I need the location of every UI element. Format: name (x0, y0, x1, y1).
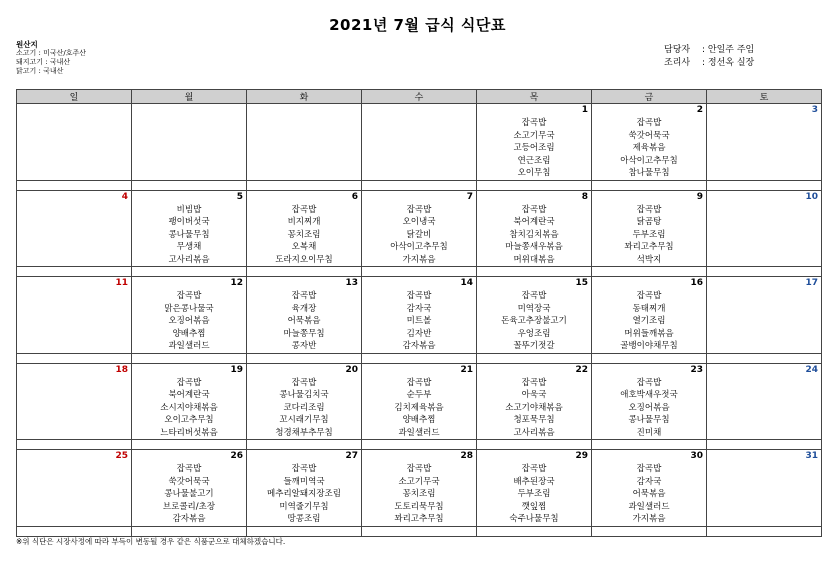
menu-item: 꼴뚜기젓갈 (513, 341, 555, 351)
menu-list (592, 204, 706, 267)
menu-item: 고사리볶음 (168, 254, 210, 265)
menu-list (362, 204, 476, 267)
day-cell-sat (707, 190, 822, 267)
menu-item: 꽈리고추무침 (394, 514, 444, 524)
menu-item: 잡곡밥 (636, 204, 662, 215)
meal-calendar (16, 89, 822, 537)
menu-item: 동태찌개 (632, 303, 666, 314)
week-row (17, 190, 822, 267)
menu-item: 감자볶음 (402, 341, 436, 351)
spacer-row (17, 353, 822, 363)
menu-item: 두부조림 (517, 489, 551, 499)
spacer-cell (362, 353, 477, 363)
menu-item: 참치김치볶음 (509, 229, 559, 240)
staff-value: : 안일주 주임 (702, 45, 755, 55)
menu-item: 잡곡밥 (521, 204, 547, 215)
origin-line: 소고기 : 미국산/호주산 (16, 49, 87, 57)
day-cell-wed (362, 363, 477, 440)
spacer-cell (707, 526, 822, 536)
weekday-thu: 목 (477, 90, 592, 104)
menu-item: 잡곡밥 (291, 464, 317, 474)
menu-item: 콩나물무침 (628, 415, 670, 425)
day-number: 25 (115, 451, 128, 461)
menu-item: 무생채 (176, 242, 202, 252)
menu-item: 브로콜리/초장 (162, 501, 216, 512)
page-title: 2021년 7월 급식 식단표 (329, 16, 506, 34)
menu-item: 청포묵무침 (513, 415, 555, 425)
menu-item: 우엉조림 (517, 328, 551, 339)
spacer-cell (707, 267, 822, 277)
day-cell-wed (362, 450, 477, 527)
day-number: 7 (466, 191, 473, 202)
week-row (17, 104, 822, 181)
day-cell-sun (17, 104, 132, 181)
menu-item: 석박지 (636, 254, 662, 265)
menu-item: 잡곡밥 (176, 377, 202, 388)
day-cell-sun (17, 190, 132, 267)
weekday-wed: 수 (362, 90, 477, 104)
spacer-cell (477, 180, 592, 190)
spacer-row (17, 267, 822, 277)
menu-item: 콩자반 (291, 341, 317, 351)
origin-info (16, 40, 86, 76)
menu-item: 과일샐러드 (398, 427, 440, 438)
spacer-cell (592, 526, 707, 536)
menu-item: 맑은콩나물국 (164, 303, 214, 314)
day-cell-tue (247, 277, 362, 354)
week-row (17, 277, 822, 354)
spacer-cell (592, 440, 707, 450)
day-number: 15 (575, 278, 588, 288)
menu-item: 꽈리고추무침 (624, 242, 674, 252)
day-number: 26 (230, 451, 243, 461)
menu-list (592, 463, 706, 526)
weekday-sat: 토 (707, 90, 822, 104)
day-cell-sat (707, 277, 822, 354)
menu-item: 가지볶음 (402, 254, 436, 265)
day-number: 24 (805, 364, 818, 375)
day-cell-thu (477, 104, 592, 181)
menu-item: 진미채 (636, 427, 662, 438)
day-number: 17 (805, 278, 818, 288)
menu-item: 소고기무국 (513, 130, 555, 141)
origin-line: 닭고기 : 국내산 (16, 67, 64, 75)
staff-manager (664, 44, 754, 57)
weekday-sun: 일 (17, 90, 132, 104)
day-cell-tue (247, 450, 362, 527)
menu-item: 콩나물김치국 (279, 390, 329, 400)
day-cell-sun (17, 277, 132, 354)
day-number: 5 (236, 191, 243, 202)
week-row (17, 450, 822, 527)
menu-item: 아욱국 (521, 390, 547, 400)
menu-item: 연근조림 (517, 155, 551, 166)
menu-item: 닭곰탕 (636, 217, 662, 227)
staff-label: 담당자 (664, 45, 691, 55)
day-number: 1 (581, 105, 588, 115)
menu-item: 잡곡밥 (521, 464, 547, 474)
menu-item: 오복채 (291, 242, 317, 252)
day-number: 22 (575, 364, 588, 375)
menu-item: 북어계란국 (168, 390, 210, 400)
menu-item: 오징어볶음 (628, 402, 670, 413)
menu-item: 땅콩조림 (287, 514, 321, 524)
menu-item: 쑥갓어묵국 (628, 130, 670, 141)
menu-item: 잡곡밥 (406, 204, 432, 215)
menu-item: 비지찌개 (287, 217, 321, 227)
spacer-row (17, 526, 822, 536)
spacer-cell (132, 267, 247, 277)
menu-item: 쑥갓어묵국 (168, 476, 210, 487)
menu-item: 잡곡밥 (636, 118, 662, 128)
spacer-cell (17, 440, 132, 450)
menu-list (132, 290, 246, 353)
week-row (17, 363, 822, 440)
day-number: 3 (811, 105, 818, 115)
day-cell-wed (362, 277, 477, 354)
menu-list (362, 290, 476, 353)
footnote: ※위 식단은 시장사정에 따라 부득이 변동될 경우 같은 식품군으로 대체하겠습니다. (16, 537, 286, 546)
menu-item: 숙주나물무침 (509, 514, 559, 524)
origin-heading: 원산지 (16, 40, 38, 49)
menu-item: 미역장국 (517, 303, 551, 314)
menu-list (592, 117, 706, 180)
menu-list (362, 463, 476, 526)
weekday-fri: 금 (592, 90, 707, 104)
menu-item: 잡곡밥 (521, 377, 547, 388)
staff-cook (664, 57, 754, 70)
weekday-header-row (17, 90, 822, 104)
day-cell-mon (132, 190, 247, 267)
menu-item: 메추리알돼지장조림 (267, 489, 341, 499)
menu-list (477, 463, 591, 526)
day-cell-fri (592, 363, 707, 440)
spacer-cell (247, 440, 362, 450)
day-cell-tue (247, 104, 362, 181)
menu-item: 잡곡밥 (176, 464, 202, 474)
menu-item: 잡곡밥 (636, 377, 662, 388)
day-number: 31 (805, 451, 818, 461)
day-cell-thu (477, 277, 592, 354)
menu-item: 잡곡밥 (406, 291, 432, 301)
menu-item: 콩나물무침 (168, 229, 210, 240)
menu-item: 과일샐러드 (168, 341, 210, 351)
day-number: 19 (230, 364, 243, 375)
menu-item: 고등어조림 (513, 143, 555, 153)
menu-item: 오이무침 (517, 168, 551, 178)
menu-item: 잡곡밥 (636, 464, 662, 474)
spacer-cell (707, 440, 822, 450)
day-number: 18 (115, 364, 128, 375)
menu-item: 오징어볶음 (168, 316, 210, 326)
menu-item: 청경채부추무침 (275, 427, 333, 438)
spacer-cell (17, 353, 132, 363)
menu-item: 애호박새우젓국 (620, 390, 678, 400)
day-cell-mon (132, 104, 247, 181)
menu-item: 가지볶음 (632, 514, 666, 524)
menu-list (247, 377, 361, 440)
day-cell-fri (592, 450, 707, 527)
day-cell-thu (477, 363, 592, 440)
spacer-cell (362, 440, 477, 450)
spacer-cell (707, 180, 822, 190)
menu-item: 오이고추무침 (164, 415, 214, 425)
menu-item: 양배추찜 (402, 415, 436, 425)
day-cell-tue (247, 190, 362, 267)
day-cell-mon (132, 450, 247, 527)
menu-item: 꽁치조림 (402, 489, 436, 499)
menu-item: 감자볶음 (172, 514, 206, 524)
menu-item: 잡곡밥 (176, 291, 202, 301)
day-cell-sat (707, 363, 822, 440)
spacer-cell (362, 526, 477, 536)
menu-item: 소고기야채볶음 (505, 402, 563, 413)
menu-item: 꽁치조림 (287, 229, 321, 240)
day-cell-thu (477, 450, 592, 527)
day-number: 16 (690, 278, 703, 288)
menu-list (592, 290, 706, 353)
spacer-row (17, 180, 822, 190)
menu-item: 육개장 (291, 303, 317, 314)
menu-list (132, 204, 246, 267)
weekday-tue: 화 (247, 90, 362, 104)
menu-list (247, 463, 361, 526)
menu-item: 아삭이고추무침 (620, 155, 678, 166)
day-number: 23 (690, 364, 703, 375)
day-number: 29 (575, 451, 588, 461)
menu-item: 과일샐러드 (628, 501, 670, 512)
day-cell-mon (132, 363, 247, 440)
day-number: 13 (345, 278, 358, 288)
spacer-cell (592, 353, 707, 363)
day-number: 20 (345, 364, 358, 375)
menu-item: 순두부 (406, 390, 432, 400)
day-cell-wed (362, 190, 477, 267)
menu-item: 도라지오이무침 (275, 254, 333, 265)
staff-value: : 정선옥 실장 (702, 58, 755, 68)
spacer-cell (477, 353, 592, 363)
staff-label: 조리사 (664, 58, 691, 68)
spacer-cell (132, 353, 247, 363)
menu-list (132, 377, 246, 440)
menu-item: 팽이버섯국 (168, 217, 210, 227)
day-number: 21 (460, 364, 473, 375)
menu-item: 머위들깨볶음 (624, 328, 674, 339)
menu-item: 미역줄기무침 (279, 501, 329, 512)
spacer-row (17, 440, 822, 450)
menu-item: 꼬시래기무침 (279, 415, 329, 425)
day-cell-sun (17, 363, 132, 440)
weekday-mon: 월 (132, 90, 247, 104)
spacer-cell (362, 267, 477, 277)
menu-list (477, 117, 591, 180)
menu-item: 골뱅이야채무침 (620, 341, 678, 351)
menu-item: 고사리볶음 (513, 427, 555, 438)
day-number: 30 (690, 451, 703, 461)
menu-item: 마늘쫑새우볶음 (505, 242, 563, 252)
menu-item: 잡곡밥 (406, 464, 432, 474)
menu-item: 잡곡밥 (291, 291, 317, 301)
spacer-cell (132, 180, 247, 190)
menu-item: 잡곡밥 (521, 118, 547, 128)
spacer-cell (477, 440, 592, 450)
spacer-cell (132, 440, 247, 450)
menu-item: 돈육고추장불고기 (501, 316, 567, 326)
menu-item: 오이냉국 (402, 217, 436, 227)
day-number: 28 (460, 451, 473, 461)
day-number: 9 (696, 191, 703, 202)
menu-item: 소시지야채볶음 (160, 402, 218, 413)
spacer-cell (247, 180, 362, 190)
menu-list (247, 290, 361, 353)
staff-info (664, 44, 754, 70)
spacer-cell (17, 526, 132, 536)
day-cell-sun (17, 450, 132, 527)
menu-item: 깻잎찜 (521, 501, 547, 512)
menu-item: 아삭이고추무침 (390, 242, 448, 252)
menu-item: 양배추찜 (172, 328, 206, 339)
day-number: 14 (460, 278, 473, 288)
menu-item: 느타리버섯볶음 (160, 427, 218, 438)
spacer-cell (707, 353, 822, 363)
menu-item: 잡곡밥 (291, 377, 317, 388)
menu-item: 비빔밥 (176, 204, 202, 215)
menu-item: 두부조림 (632, 229, 666, 240)
day-cell-fri (592, 277, 707, 354)
menu-item: 참나물무침 (628, 168, 670, 178)
day-number: 8 (581, 191, 588, 202)
day-cell-thu (477, 190, 592, 267)
day-number: 12 (230, 278, 243, 288)
menu-item: 마늘쫑무침 (283, 328, 325, 339)
day-number: 4 (121, 191, 128, 202)
menu-list (477, 290, 591, 353)
spacer-cell (477, 526, 592, 536)
spacer-cell (17, 267, 132, 277)
menu-list (477, 377, 591, 440)
menu-list (247, 204, 361, 267)
origin-line: 돼지고기 : 국내산 (16, 58, 71, 66)
menu-item: 열기조림 (632, 316, 666, 326)
menu-list (132, 463, 246, 526)
menu-list (362, 377, 476, 440)
menu-item: 콩나물불고기 (164, 489, 214, 499)
menu-list (477, 204, 591, 267)
menu-item: 도토리묵무침 (394, 501, 444, 512)
day-cell-mon (132, 277, 247, 354)
spacer-cell (362, 180, 477, 190)
day-number: 27 (345, 451, 358, 461)
spacer-cell (592, 267, 707, 277)
menu-item: 들깨미역국 (283, 476, 325, 487)
menu-item: 감자국 (406, 303, 432, 314)
day-cell-sat (707, 450, 822, 527)
menu-item: 어묵볶음 (287, 316, 321, 326)
day-cell-fri (592, 190, 707, 267)
menu-item: 어묵볶음 (632, 489, 666, 499)
menu-item: 배추된장국 (513, 476, 555, 487)
spacer-cell (247, 267, 362, 277)
menu-item: 미트볼 (406, 316, 432, 326)
menu-item: 잡곡밥 (636, 291, 662, 301)
menu-item: 코다리조림 (283, 402, 325, 413)
day-number: 6 (351, 191, 358, 202)
menu-item: 북어계란국 (513, 217, 555, 227)
spacer-cell (247, 353, 362, 363)
menu-item: 닭갈비 (406, 229, 432, 240)
spacer-cell (477, 267, 592, 277)
spacer-cell (247, 526, 362, 536)
menu-item: 감자국 (636, 476, 662, 487)
menu-item: 머위대볶음 (513, 254, 555, 265)
spacer-cell (592, 180, 707, 190)
day-cell-tue (247, 363, 362, 440)
day-cell-fri (592, 104, 707, 181)
spacer-cell (17, 180, 132, 190)
day-number: 2 (696, 105, 703, 115)
day-number: 11 (115, 278, 128, 288)
menu-list (592, 377, 706, 440)
menu-item: 소고기무국 (398, 476, 440, 487)
menu-item: 잡곡밥 (291, 204, 317, 215)
day-cell-wed (362, 104, 477, 181)
menu-item: 제육볶음 (632, 143, 666, 153)
menu-item: 김치제육볶음 (394, 402, 444, 413)
menu-item: 잡곡밥 (406, 377, 432, 388)
day-cell-sat (707, 104, 822, 181)
menu-item: 잡곡밥 (521, 291, 547, 301)
spacer-cell (132, 526, 247, 536)
menu-item: 김자반 (406, 328, 432, 339)
day-number: 10 (805, 191, 818, 202)
